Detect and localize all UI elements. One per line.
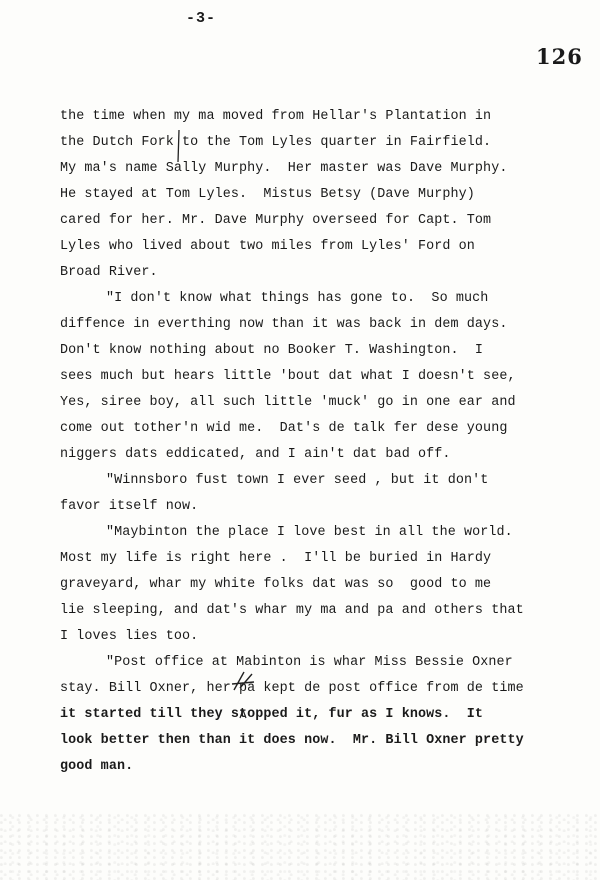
text-line: "Post office at Mabinton is whar Miss Bessie Oxner bbox=[106, 655, 513, 670]
text-line: "Winnsboro fust town I ever seed , but it don't bbox=[106, 473, 489, 488]
text-line: Broad River. bbox=[60, 265, 158, 280]
text-line: stay. Bill Oxner, her pa kept de post office from de time bbox=[60, 681, 524, 696]
text-line: niggers dats eddicated, and I ain't dat bad off. bbox=[60, 447, 451, 462]
text-line: lie sleeping, and dat's whar my ma and pa and others that bbox=[60, 603, 524, 618]
text-line: look better then than it does now. Mr. Bill Oxner pretty bbox=[60, 733, 524, 748]
text-line: good man. bbox=[60, 759, 134, 774]
text-line: My ma's name Sally Murphy. Her master was Dave Murphy. bbox=[60, 161, 508, 176]
text-line: cared for her. Mr. Dave Murphy overseed for Capt. Tom bbox=[60, 213, 492, 228]
text-line: He stayed at Tom Lyles. Mistus Betsy (Dave Murphy) bbox=[60, 187, 475, 202]
text-line: I loves lies too. bbox=[60, 629, 199, 644]
text-line: graveyard, whar my white folks dat was so good to me bbox=[60, 577, 492, 592]
text-line: diffence in everthing now than it was back in dem days. bbox=[60, 317, 508, 332]
text-line: "I don't know what things has gone to. So much bbox=[106, 291, 489, 306]
text-line: Lyles who lived about two miles from Lyles' Ford on bbox=[60, 239, 475, 254]
text-line: Most my life is right here . I'll be buried in Hardy bbox=[60, 551, 492, 566]
text-line: Don't know nothing about no Booker T. Washington. I bbox=[60, 343, 484, 358]
scan-noise bbox=[0, 810, 600, 880]
text-line: the time when my ma moved from Hellar's Plantation in bbox=[60, 109, 492, 124]
text-line: Yes, siree boy, all such little 'muck' go in one ear and bbox=[60, 395, 516, 410]
text-line: sees much but hears little 'bout dat what I doesn't see, bbox=[60, 369, 516, 384]
text-line: the Dutch Fork to the Tom Lyles quarter in Fairfield. bbox=[60, 135, 492, 150]
text-line: it started till they stopped it, fur as I knows. It bbox=[60, 707, 484, 722]
text-line: favor itself now. bbox=[60, 499, 199, 514]
text-line: come out tother'n wid me. Dat's de talk fer dese young bbox=[60, 421, 508, 436]
text-line: "Maybinton the place I love best in all the world. bbox=[106, 525, 513, 540]
page-marker: -3- bbox=[186, 10, 217, 27]
body-text bbox=[60, 104, 580, 780]
page-number: 126 bbox=[536, 44, 583, 69]
